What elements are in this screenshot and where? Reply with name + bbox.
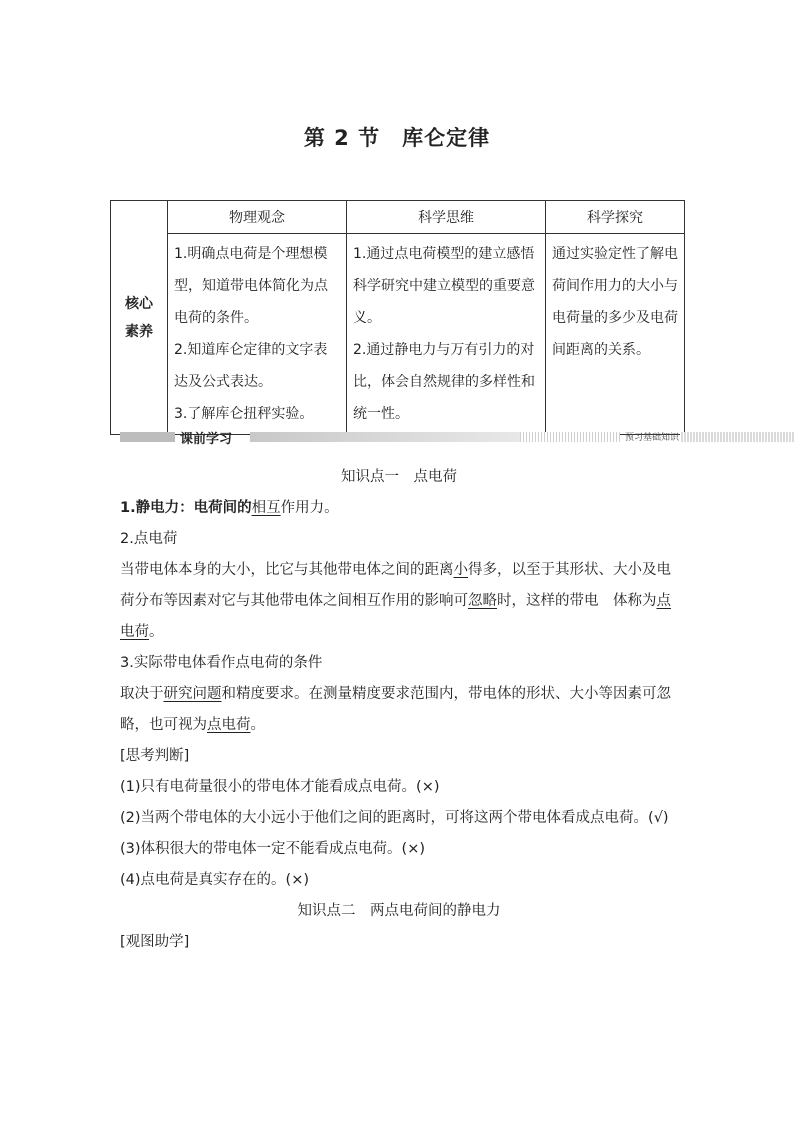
text: 当带电体本身的大小，比它与其他带电体之间的距离 <box>120 562 454 578</box>
row-label-line2: 素养 <box>125 323 153 340</box>
section-banner <box>120 430 680 447</box>
underlined-answer: 忽略 <box>468 593 497 609</box>
paragraph-point-charge-def <box>120 555 678 648</box>
inquiry-item: 通过实验定性了解电荷间作用力的大小与电荷量的多少及电荷间距离的关系。 <box>552 246 678 358</box>
thinking-item: 2.通过静电力与万有引力的对比，体会自然规律的多样性和统一性。 <box>353 342 535 422</box>
scientific-thinking-cell <box>347 234 546 435</box>
think-judge-label: [思考判断] <box>120 748 190 764</box>
text: 1.静电力：电荷间的 <box>120 500 252 516</box>
banner-bar <box>120 432 175 442</box>
paragraph-condition-title: 3.实际带电体看作点电荷的条件 <box>120 655 323 671</box>
concept-item: 1.明确点电荷是个理想模型，知道带电体简化为点电荷的条件。 <box>174 246 328 326</box>
banner-label: 课前学习 <box>180 432 233 447</box>
banner-stripes <box>680 432 794 442</box>
physics-concept-cell <box>168 234 347 435</box>
text: 得多，以至于其形状、大小及电荷分布等因素对它与其他带电体之间相互作用的影响可 <box>120 562 671 609</box>
text: 。 <box>250 717 265 733</box>
main-content <box>120 462 678 958</box>
judgement-item: (3)体积很大的带电体一定不能看成点电荷。(×) <box>120 841 426 857</box>
text: 。 <box>149 624 164 640</box>
underlined-answer: 点电荷 <box>120 593 671 640</box>
paragraph-point-charge-title: 2.点电荷 <box>120 531 178 547</box>
banner-bar <box>520 432 620 442</box>
judgement-item: (1)只有电荷量很小的带电体才能看成点电荷。(×) <box>120 779 440 795</box>
judgement-item: (4)点电荷是真实存在的。(×) <box>120 872 310 888</box>
banner-bar <box>250 432 520 442</box>
section1-heading: 知识点一 点电荷 <box>341 469 457 485</box>
judgement-item: (2)当两个带电体的大小远小于他们之间的距离时，可将这两个带电体看成点电荷。(√) <box>120 810 669 826</box>
concept-item: 2.知道库仑定律的文字表达及公式表达。 <box>174 342 328 390</box>
text: 取决于 <box>120 686 164 702</box>
page-title: 第 2 节 库仑定律 <box>303 126 491 150</box>
header-physics-concept: 物理观念 <box>168 201 347 234</box>
underlined-answer: 研究问题 <box>163 686 222 702</box>
header-scientific-inquiry: 科学探究 <box>546 201 685 234</box>
underlined-answer: 相互 <box>251 500 281 516</box>
scientific-inquiry-cell <box>546 234 685 435</box>
core-literacy-table <box>110 200 685 435</box>
text: 作用力。 <box>280 500 339 516</box>
paragraph-condition <box>120 679 678 741</box>
row-label-line1: 核心 <box>125 295 153 312</box>
header-scientific-thinking: 科学思维 <box>347 201 546 234</box>
paragraph-static-force <box>120 493 678 524</box>
text: 和精度要求。在测量精度要求范围内，带电体的形状、大小等因素可忽略，也可视为 <box>120 686 671 733</box>
row-label <box>111 201 168 435</box>
concept-item: 3.了解库仑扭秤实验。 <box>174 406 314 422</box>
figure-study-label: [观图助学] <box>120 934 190 950</box>
underlined-answer: 点电荷 <box>207 717 251 733</box>
text: 时，这样的带电 体称为 <box>497 593 657 609</box>
banner-subtitle: 预习基础知识 <box>625 433 680 443</box>
section2-heading: 知识点二 两点电荷间的静电力 <box>297 903 501 919</box>
underlined-answer: 小 <box>453 562 468 578</box>
thinking-item: 1.通过点电荷模型的建立感悟科学研究中建立模型的重要意义。 <box>353 246 535 326</box>
